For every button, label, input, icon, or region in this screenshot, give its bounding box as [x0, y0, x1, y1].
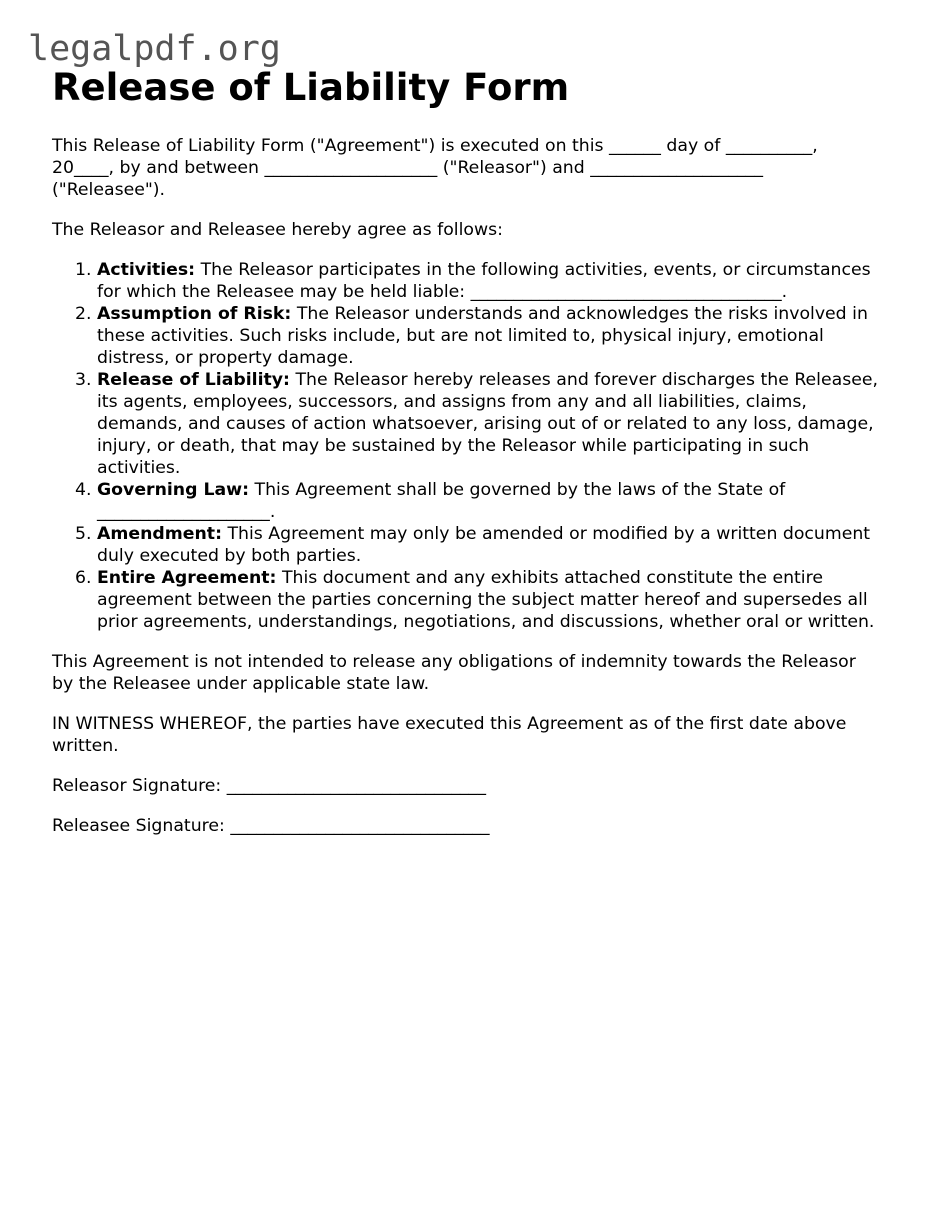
- witness-paragraph: IN WITNESS WHEREOF, the parties have executed this Agreement as of the first date above written.: [52, 714, 847, 756]
- clause-text: The Releasor participates in the following activities, events, or circumstances for which the Releasee may be held liable: ____________________________________.: [97, 260, 871, 302]
- clause-list: [52, 259, 882, 633]
- clause-heading: Governing Law:: [97, 480, 250, 500]
- clause-heading: Amendment:: [97, 524, 222, 544]
- agreement-lead-in: The Releasor and Releasee hereby agree as follows:: [52, 220, 503, 240]
- clause-entire-agreement: [97, 567, 882, 633]
- clause-text: This Agreement shall be governed by the laws of the State of ____________________.: [97, 480, 786, 522]
- indemnity-paragraph: This Agreement is not intended to release any obligations of indemnity towards the Releasor by the Releasee under applicable state law.: [52, 652, 856, 694]
- clause-release-of-liability: [97, 369, 882, 479]
- clause-heading: Activities:: [97, 260, 196, 280]
- clause-assumption-of-risk: [97, 303, 882, 369]
- clause-text: This document and any exhibits attached constitute the entire agreement between the parties concerning the subject matter hereof and supersedes all prior agreements, understandings, negotiations, and discussions, whether oral or written.: [97, 568, 875, 632]
- clause-activities: [97, 259, 882, 303]
- clause-text: The Releasor understands and acknowledges the risks involved in these activities. Such risks include, but are not limited to, physical injury, emotional distress, or property damage.: [97, 304, 868, 368]
- site-watermark: legalpdf.org: [28, 29, 281, 69]
- clause-text: This Agreement may only be amended or modified by a written document duly executed by both parties.: [97, 524, 871, 566]
- document-body: [52, 66, 882, 837]
- clause-heading: Entire Agreement:: [97, 568, 277, 588]
- clause-governing-law: [97, 479, 882, 523]
- document-title: Release of Liability Form: [52, 66, 570, 109]
- clause-text: The Releasor hereby releases and forever discharges the Releasee, its agents, employees, successors, and assigns from any and all liabilities, claims, demands, and causes of action whatsoever, arising out of or related to any loss, damage, injury, or death, that may be sustained by the Releasor while participating in such activities.: [97, 370, 878, 478]
- clause-heading: Release of Liability:: [97, 370, 290, 390]
- releasee-signature-line: Releasee Signature: ______________________________: [52, 816, 490, 836]
- clause-amendment: [97, 523, 882, 567]
- releasor-signature-line: Releasor Signature: ______________________________: [52, 776, 486, 796]
- intro-paragraph: This Release of Liability Form ("Agreement") is executed on this ______ day of __________, 20____, by and between ____________________ ("Releasor") and ____________________ ("Releasee").: [52, 136, 818, 200]
- clause-heading: Assumption of Risk:: [97, 304, 292, 324]
